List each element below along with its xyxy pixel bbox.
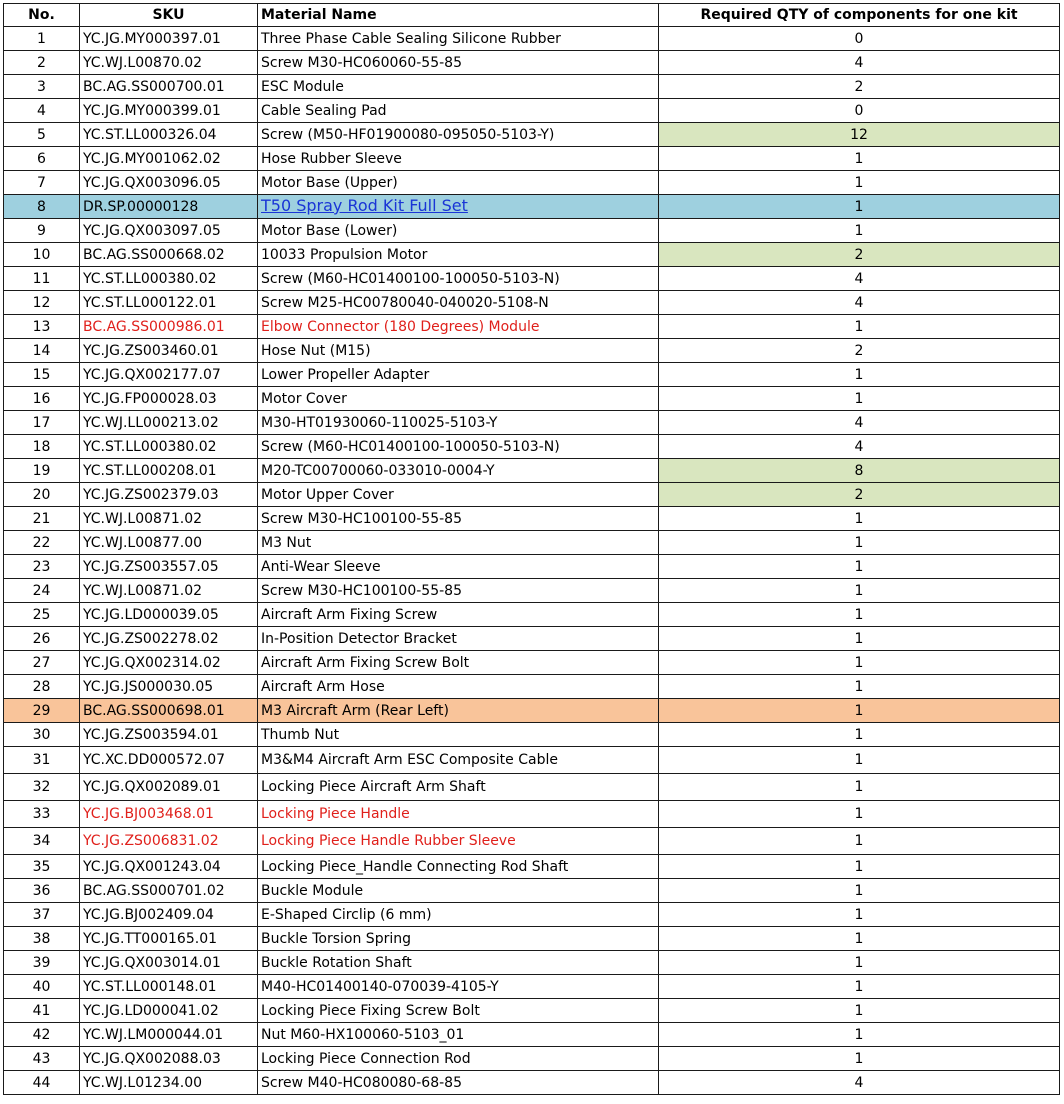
- cell-required-qty[interactable]: 1: [659, 699, 1060, 723]
- cell-sku[interactable]: YC.JG.QX002177.07: [80, 363, 258, 387]
- cell-no[interactable]: 8: [4, 195, 80, 219]
- cell-material-name[interactable]: Lower Propeller Adapter: [258, 363, 659, 387]
- cell-material-name[interactable]: Elbow Connector (180 Degrees) Module: [258, 315, 659, 339]
- cell-material-name[interactable]: Hose Rubber Sleeve: [258, 147, 659, 171]
- table-row: [4, 927, 1060, 951]
- cell-material-name[interactable]: M3 Nut: [258, 531, 659, 555]
- cell-required-qty[interactable]: 4: [659, 1071, 1060, 1095]
- table-row: [4, 363, 1060, 387]
- table-row: [4, 243, 1060, 267]
- cell-no[interactable]: 15: [4, 363, 80, 387]
- cell-required-qty[interactable]: 1: [659, 507, 1060, 531]
- cell-no[interactable]: 41: [4, 999, 80, 1023]
- cell-no[interactable]: 12: [4, 291, 80, 315]
- cell-required-qty[interactable]: 1: [659, 675, 1060, 699]
- cell-no[interactable]: 40: [4, 975, 80, 999]
- table-row: [4, 699, 1060, 723]
- cell-required-qty[interactable]: 4: [659, 291, 1060, 315]
- cell-sku[interactable]: YC.JG.BJ003468.01: [80, 801, 258, 828]
- cell-material-name[interactable]: M3&M4 Aircraft Arm ESC Composite Cable: [258, 747, 659, 774]
- table-row: [4, 387, 1060, 411]
- cell-required-qty[interactable]: 4: [659, 411, 1060, 435]
- table-row: [4, 828, 1060, 855]
- cell-sku[interactable]: YC.WJ.L00877.00: [80, 531, 258, 555]
- table-row: [4, 951, 1060, 975]
- table-row: [4, 123, 1060, 147]
- cell-no[interactable]: 19: [4, 459, 80, 483]
- cell-no[interactable]: 24: [4, 579, 80, 603]
- cell-no[interactable]: 30: [4, 723, 80, 747]
- cell-material-name[interactable]: M40-HC01400140-070039-4105-Y: [258, 975, 659, 999]
- cell-sku[interactable]: YC.JG.QX002089.01: [80, 774, 258, 801]
- cell-no[interactable]: 2: [4, 51, 80, 75]
- cell-no[interactable]: 6: [4, 147, 80, 171]
- table-row: [4, 315, 1060, 339]
- table-row: [4, 1071, 1060, 1095]
- cell-material-name[interactable]: Locking Piece Handle: [258, 801, 659, 828]
- cell-no[interactable]: 29: [4, 699, 80, 723]
- cell-no[interactable]: 17: [4, 411, 80, 435]
- cell-no[interactable]: 4: [4, 99, 80, 123]
- cell-required-qty[interactable]: 1: [659, 855, 1060, 879]
- cell-required-qty[interactable]: 1: [659, 801, 1060, 828]
- header-material-name[interactable]: Material Name: [258, 4, 659, 27]
- cell-material-name[interactable]: ESC Module: [258, 75, 659, 99]
- cell-no[interactable]: 7: [4, 171, 80, 195]
- cell-sku[interactable]: BC.AG.SS000698.01: [80, 699, 258, 723]
- cell-no[interactable]: 42: [4, 1023, 80, 1047]
- cell-required-qty[interactable]: 1: [659, 879, 1060, 903]
- cell-required-qty[interactable]: 4: [659, 267, 1060, 291]
- cell-no[interactable]: 28: [4, 675, 80, 699]
- cell-required-qty[interactable]: 1: [659, 723, 1060, 747]
- table-row: [4, 507, 1060, 531]
- cell-sku[interactable]: YC.JG.FP000028.03: [80, 387, 258, 411]
- cell-sku[interactable]: YC.JG.BJ002409.04: [80, 903, 258, 927]
- cell-material-name[interactable]: Screw M40-HC080080-68-85: [258, 1071, 659, 1095]
- table-row: [4, 435, 1060, 459]
- table-row: [4, 723, 1060, 747]
- cell-sku[interactable]: YC.JG.TT000165.01: [80, 927, 258, 951]
- table-body: [4, 27, 1060, 1095]
- header-row: [4, 4, 1060, 27]
- table-row: [4, 339, 1060, 363]
- cell-material-name[interactable]: Screw (M60-HC01400100-100050-5103-N): [258, 435, 659, 459]
- cell-no[interactable]: 11: [4, 267, 80, 291]
- table-row: [4, 675, 1060, 699]
- cell-no[interactable]: 39: [4, 951, 80, 975]
- cell-required-qty[interactable]: 1: [659, 828, 1060, 855]
- cell-sku[interactable]: YC.WJ.L00870.02: [80, 51, 258, 75]
- table-row: [4, 555, 1060, 579]
- cell-no[interactable]: 16: [4, 387, 80, 411]
- cell-no[interactable]: 31: [4, 747, 80, 774]
- cell-sku[interactable]: YC.JG.MY000399.01: [80, 99, 258, 123]
- cell-material-name[interactable]: 10033 Propulsion Motor: [258, 243, 659, 267]
- cell-sku[interactable]: YC.JG.JS000030.05: [80, 675, 258, 699]
- cell-material-name[interactable]: Buckle Torsion Spring: [258, 927, 659, 951]
- cell-sku[interactable]: YC.JG.ZS003557.05: [80, 555, 258, 579]
- cell-sku[interactable]: YC.JG.ZS006831.02: [80, 828, 258, 855]
- cell-required-qty[interactable]: 4: [659, 51, 1060, 75]
- bom-table: [3, 3, 1060, 1095]
- cell-material-name[interactable]: Cable Sealing Pad: [258, 99, 659, 123]
- cell-sku[interactable]: YC.ST.LL000326.04: [80, 123, 258, 147]
- table-row: [4, 1047, 1060, 1071]
- table-row: [4, 267, 1060, 291]
- cell-material-name[interactable]: M3 Aircraft Arm (Rear Left): [258, 699, 659, 723]
- cell-no[interactable]: 14: [4, 339, 80, 363]
- cell-required-qty[interactable]: 12: [659, 123, 1060, 147]
- cell-sku[interactable]: BC.AG.SS000986.01: [80, 315, 258, 339]
- header-no[interactable]: No.: [4, 4, 80, 27]
- table-row: [4, 903, 1060, 927]
- cell-no[interactable]: 20: [4, 483, 80, 507]
- cell-sku[interactable]: YC.JG.ZS002379.03: [80, 483, 258, 507]
- cell-sku[interactable]: YC.JG.ZS003460.01: [80, 339, 258, 363]
- cell-sku[interactable]: YC.JG.QX003014.01: [80, 951, 258, 975]
- cell-sku[interactable]: YC.JG.LD000041.02: [80, 999, 258, 1023]
- cell-sku[interactable]: YC.WJ.LL000213.02: [80, 411, 258, 435]
- cell-material-name[interactable]: Screw M30-HC100100-55-85: [258, 579, 659, 603]
- cell-required-qty[interactable]: 1: [659, 747, 1060, 774]
- cell-required-qty[interactable]: 1: [659, 147, 1060, 171]
- cell-required-qty[interactable]: 1: [659, 651, 1060, 675]
- cell-required-qty[interactable]: 2: [659, 339, 1060, 363]
- cell-sku[interactable]: YC.WJ.L00871.02: [80, 507, 258, 531]
- cell-required-qty[interactable]: 1: [659, 1047, 1060, 1071]
- cell-no[interactable]: 26: [4, 627, 80, 651]
- table-row: [4, 219, 1060, 243]
- cell-no[interactable]: 27: [4, 651, 80, 675]
- cell-no[interactable]: 3: [4, 75, 80, 99]
- cell-no[interactable]: 1: [4, 27, 80, 51]
- cell-sku[interactable]: YC.JG.QX002088.03: [80, 1047, 258, 1071]
- cell-sku[interactable]: YC.ST.LL000148.01: [80, 975, 258, 999]
- cell-material-name[interactable]: Aircraft Arm Fixing Screw: [258, 603, 659, 627]
- table-row: [4, 531, 1060, 555]
- cell-required-qty[interactable]: 1: [659, 999, 1060, 1023]
- cell-required-qty[interactable]: 0: [659, 99, 1060, 123]
- cell-no[interactable]: 44: [4, 1071, 80, 1095]
- cell-sku[interactable]: YC.JG.ZS002278.02: [80, 627, 258, 651]
- table-row: [4, 75, 1060, 99]
- cell-sku[interactable]: YC.ST.LL000208.01: [80, 459, 258, 483]
- cell-no[interactable]: 35: [4, 855, 80, 879]
- cell-required-qty[interactable]: 1: [659, 603, 1060, 627]
- cell-sku[interactable]: YC.WJ.L00871.02: [80, 579, 258, 603]
- cell-required-qty[interactable]: 1: [659, 951, 1060, 975]
- cell-no[interactable]: 32: [4, 774, 80, 801]
- cell-sku[interactable]: YC.JG.QX001243.04: [80, 855, 258, 879]
- cell-required-qty[interactable]: 1: [659, 774, 1060, 801]
- table-row: [4, 975, 1060, 999]
- table-row: [4, 879, 1060, 903]
- cell-sku[interactable]: BC.AG.SS000700.01: [80, 75, 258, 99]
- cell-required-qty[interactable]: 1: [659, 627, 1060, 651]
- cell-material-name[interactable]: Screw (M60-HC01400100-100050-5103-N): [258, 267, 659, 291]
- cell-sku[interactable]: YC.ST.LL000380.02: [80, 267, 258, 291]
- table-row: [4, 651, 1060, 675]
- cell-material-name[interactable]: Motor Cover: [258, 387, 659, 411]
- cell-no[interactable]: 38: [4, 927, 80, 951]
- table-row: [4, 147, 1060, 171]
- table-row: [4, 579, 1060, 603]
- cell-no[interactable]: 36: [4, 879, 80, 903]
- table-row: [4, 411, 1060, 435]
- cell-material-name[interactable]: Anti-Wear Sleeve: [258, 555, 659, 579]
- cell-required-qty[interactable]: 2: [659, 75, 1060, 99]
- cell-required-qty[interactable]: 1: [659, 927, 1060, 951]
- cell-sku[interactable]: YC.ST.LL000380.02: [80, 435, 258, 459]
- header-sku[interactable]: SKU: [80, 4, 258, 27]
- cell-material-name[interactable]: Screw (M50-HF01900080-095050-5103-Y): [258, 123, 659, 147]
- cell-no[interactable]: 10: [4, 243, 80, 267]
- cell-required-qty[interactable]: 1: [659, 171, 1060, 195]
- table-row: [4, 171, 1060, 195]
- material-link[interactable]: T50 Spray Rod Kit Full Set: [261, 196, 468, 215]
- cell-material-name[interactable]: Locking Piece_Handle Connecting Rod Shaft: [258, 855, 659, 879]
- cell-material-name[interactable]: Aircraft Arm Fixing Screw Bolt: [258, 651, 659, 675]
- cell-material-name[interactable]: Locking Piece Fixing Screw Bolt: [258, 999, 659, 1023]
- table-row: [4, 27, 1060, 51]
- table-row: [4, 999, 1060, 1023]
- cell-sku[interactable]: YC.WJ.L01234.00: [80, 1071, 258, 1095]
- cell-required-qty[interactable]: 1: [659, 315, 1060, 339]
- cell-no[interactable]: 25: [4, 603, 80, 627]
- table-row: [4, 459, 1060, 483]
- table-row: [4, 1023, 1060, 1047]
- cell-sku[interactable]: YC.JG.MY000397.01: [80, 27, 258, 51]
- cell-required-qty[interactable]: 1: [659, 387, 1060, 411]
- table-row: [4, 855, 1060, 879]
- cell-required-qty[interactable]: 1: [659, 1023, 1060, 1047]
- cell-material-name[interactable]: Locking Piece Connection Rod: [258, 1047, 659, 1071]
- header-required-qty[interactable]: Required QTY of components for one kit: [659, 4, 1060, 27]
- cell-required-qty[interactable]: 8: [659, 459, 1060, 483]
- table-row: [4, 483, 1060, 507]
- cell-required-qty[interactable]: 1: [659, 975, 1060, 999]
- cell-material-name[interactable]: Nut M60-HX100060-5103_01: [258, 1023, 659, 1047]
- table-row: [4, 801, 1060, 828]
- cell-material-name[interactable]: In-Position Detector Bracket: [258, 627, 659, 651]
- cell-sku[interactable]: YC.XC.DD000572.07: [80, 747, 258, 774]
- cell-sku[interactable]: BC.AG.SS000701.02: [80, 879, 258, 903]
- cell-sku[interactable]: YC.JG.MY001062.02: [80, 147, 258, 171]
- cell-material-name[interactable]: Buckle Rotation Shaft: [258, 951, 659, 975]
- cell-material-name[interactable]: Motor Base (Lower): [258, 219, 659, 243]
- cell-no[interactable]: 22: [4, 531, 80, 555]
- cell-no[interactable]: 5: [4, 123, 80, 147]
- cell-required-qty[interactable]: 4: [659, 435, 1060, 459]
- cell-material-name[interactable]: Screw M25-HC00780040-040020-5108-N: [258, 291, 659, 315]
- cell-no[interactable]: 37: [4, 903, 80, 927]
- cell-required-qty[interactable]: 2: [659, 243, 1060, 267]
- cell-material-name[interactable]: Locking Piece Handle Rubber Sleeve: [258, 828, 659, 855]
- cell-no[interactable]: 9: [4, 219, 80, 243]
- cell-no[interactable]: 43: [4, 1047, 80, 1071]
- cell-sku[interactable]: YC.JG.QX003097.05: [80, 219, 258, 243]
- cell-required-qty[interactable]: 1: [659, 903, 1060, 927]
- cell-material-name[interactable]: Three Phase Cable Sealing Silicone Rubber: [258, 27, 659, 51]
- cell-required-qty[interactable]: 1: [659, 555, 1060, 579]
- cell-material-name[interactable]: Motor Base (Upper): [258, 171, 659, 195]
- table-row: [4, 51, 1060, 75]
- cell-required-qty[interactable]: 0: [659, 27, 1060, 51]
- cell-required-qty[interactable]: 1: [659, 579, 1060, 603]
- table-row: [4, 747, 1060, 774]
- table-row: [4, 99, 1060, 123]
- cell-sku[interactable]: DR.SP.00000128: [80, 195, 258, 219]
- table-row: [4, 195, 1060, 219]
- table-row: [4, 627, 1060, 651]
- cell-material-name[interactable]: Screw M30-HC100100-55-85: [258, 507, 659, 531]
- cell-material-name[interactable]: Locking Piece Aircraft Arm Shaft: [258, 774, 659, 801]
- cell-no[interactable]: 18: [4, 435, 80, 459]
- cell-sku[interactable]: YC.JG.QX003096.05: [80, 171, 258, 195]
- cell-required-qty[interactable]: 1: [659, 219, 1060, 243]
- cell-sku[interactable]: YC.JG.LD000039.05: [80, 603, 258, 627]
- cell-required-qty[interactable]: 1: [659, 363, 1060, 387]
- cell-sku[interactable]: YC.JG.ZS003594.01: [80, 723, 258, 747]
- cell-material-name[interactable]: M30-HT01930060-110025-5103-Y: [258, 411, 659, 435]
- cell-required-qty[interactable]: 1: [659, 195, 1060, 219]
- cell-material-name[interactable]: Motor Upper Cover: [258, 483, 659, 507]
- cell-no[interactable]: 23: [4, 555, 80, 579]
- cell-material-name[interactable]: [258, 195, 659, 219]
- cell-material-name[interactable]: Buckle Module: [258, 879, 659, 903]
- cell-material-name[interactable]: Hose Nut (M15): [258, 339, 659, 363]
- cell-sku[interactable]: YC.WJ.LM000044.01: [80, 1023, 258, 1047]
- cell-material-name[interactable]: E-Shaped Circlip (6 mm): [258, 903, 659, 927]
- cell-sku[interactable]: YC.ST.LL000122.01: [80, 291, 258, 315]
- table-row: [4, 291, 1060, 315]
- cell-no[interactable]: 21: [4, 507, 80, 531]
- cell-no[interactable]: 13: [4, 315, 80, 339]
- cell-sku[interactable]: BC.AG.SS000668.02: [80, 243, 258, 267]
- table-row: [4, 774, 1060, 801]
- cell-material-name[interactable]: Thumb Nut: [258, 723, 659, 747]
- cell-no[interactable]: 33: [4, 801, 80, 828]
- cell-required-qty[interactable]: 2: [659, 483, 1060, 507]
- cell-required-qty[interactable]: 1: [659, 531, 1060, 555]
- cell-material-name[interactable]: Screw M30-HC060060-55-85: [258, 51, 659, 75]
- table-row: [4, 603, 1060, 627]
- cell-sku[interactable]: YC.JG.QX002314.02: [80, 651, 258, 675]
- cell-material-name[interactable]: Aircraft Arm Hose: [258, 675, 659, 699]
- cell-no[interactable]: 34: [4, 828, 80, 855]
- cell-material-name[interactable]: M20-TC00700060-033010-0004-Y: [258, 459, 659, 483]
